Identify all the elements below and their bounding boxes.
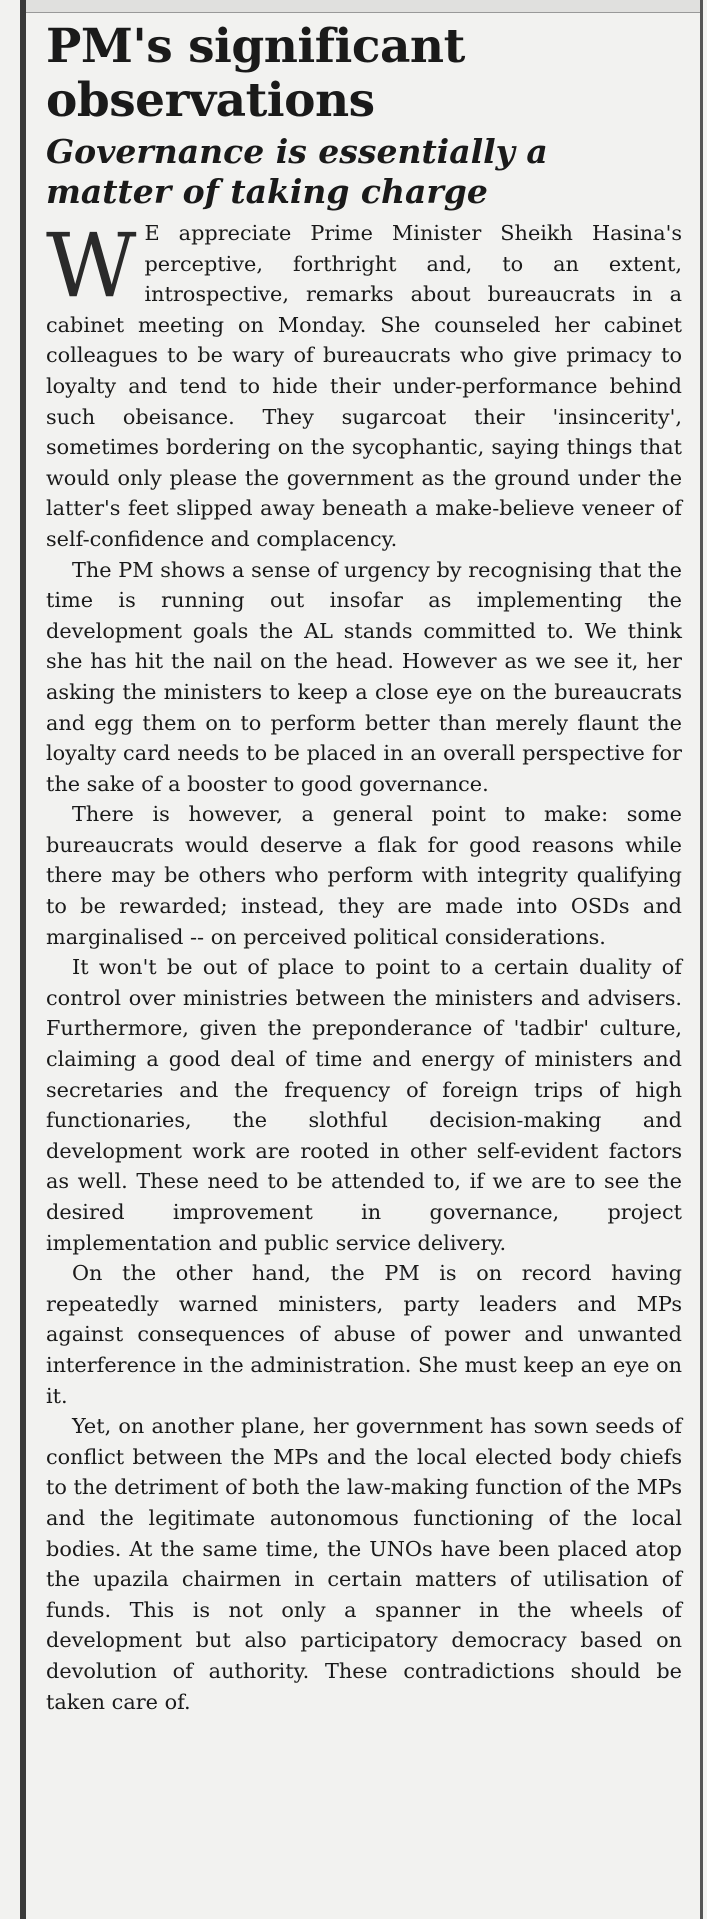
paragraph-1-text: E appreciate Prime Minister Sheikh Hasina's perceptive, forthright and, to an extent, introspective, remarks about bureaucrats in a cabinet meeting on Monday. She counseled her cabinet colleagues to be wary of bureaucrats who give primacy to loyalty and tend to hide their under-performance behind such obeisance. They sugarcoat their 'insincerity', sometimes bordering on the sycophantic, saying things that would only please the government as the ground under the latter's feet slipped away beneath a make-believe veneer of self-confidence and complacency. bbox=[46, 221, 682, 551]
headline: PM's significant observations bbox=[46, 19, 465, 128]
article-body bbox=[46, 214, 682, 1717]
paragraph-3: There is however, a general point to make: some bureaucrats would deserve a flak for good reasons while there may be others who perform with integrity qualifying to be rewarded; instead, they are made into OSDs and marginalised -- on perceived political considerations. bbox=[46, 802, 682, 949]
paragraph-6: Yet, on another plane, her government has sown seeds of conflict between the MPs and the local elected body chiefs to the detriment of both the law-making function of the MPs and the legitimate autonomous functioning of the local bodies. At the same time, the UNOs have been placed atop the upazila chairmen in certain matters of utilisation of funds. This is not only a spanner in the wheels of development but also participatory democracy based on devolution of authority. These contradictions should be taken care of. bbox=[46, 1414, 682, 1714]
right-column-rule bbox=[700, 0, 703, 1919]
paragraph-1 bbox=[46, 214, 682, 555]
subheadline: Governance is essentially a matter of taking charge bbox=[46, 132, 548, 211]
editorial-column bbox=[46, 20, 682, 1717]
paragraph-4: It won't be out of place to point to a certain duality of control over ministries between the ministers and advisers. Furthermore, given the preponderance of 'tadbir' culture, claiming a good deal of time and energy of ministers and secretaries and the frequency of foreign trips of high functionaries, the slothful decision-making and development work are rooted in other self-evident factors as well. These need to be attended to, if we are to see the desired improvement in governance, project implementation and public service delivery. bbox=[46, 955, 682, 1255]
left-column-rule bbox=[20, 0, 26, 1919]
top-rule bbox=[26, 0, 700, 13]
paragraph-2: The PM shows a sense of urgency by recognising that the time is running out insofar as implementing the development goals the AL stands committed to. We think she has hit the nail on the head. However as we see it, her asking the ministers to keep a close eye on the bureaucrats and egg them on to perform better than merely flaunt the loyalty card needs to be placed in an overall perspective for the sake of a booster to good governance. bbox=[46, 557, 682, 796]
paragraph-5: On the other hand, the PM is on record having repeatedly warned ministers, party leaders and MPs against consequences of abuse of power and unwanted interference in the administration. She must keep an eye on it. bbox=[46, 1261, 682, 1408]
drop-cap: W bbox=[46, 214, 137, 317]
